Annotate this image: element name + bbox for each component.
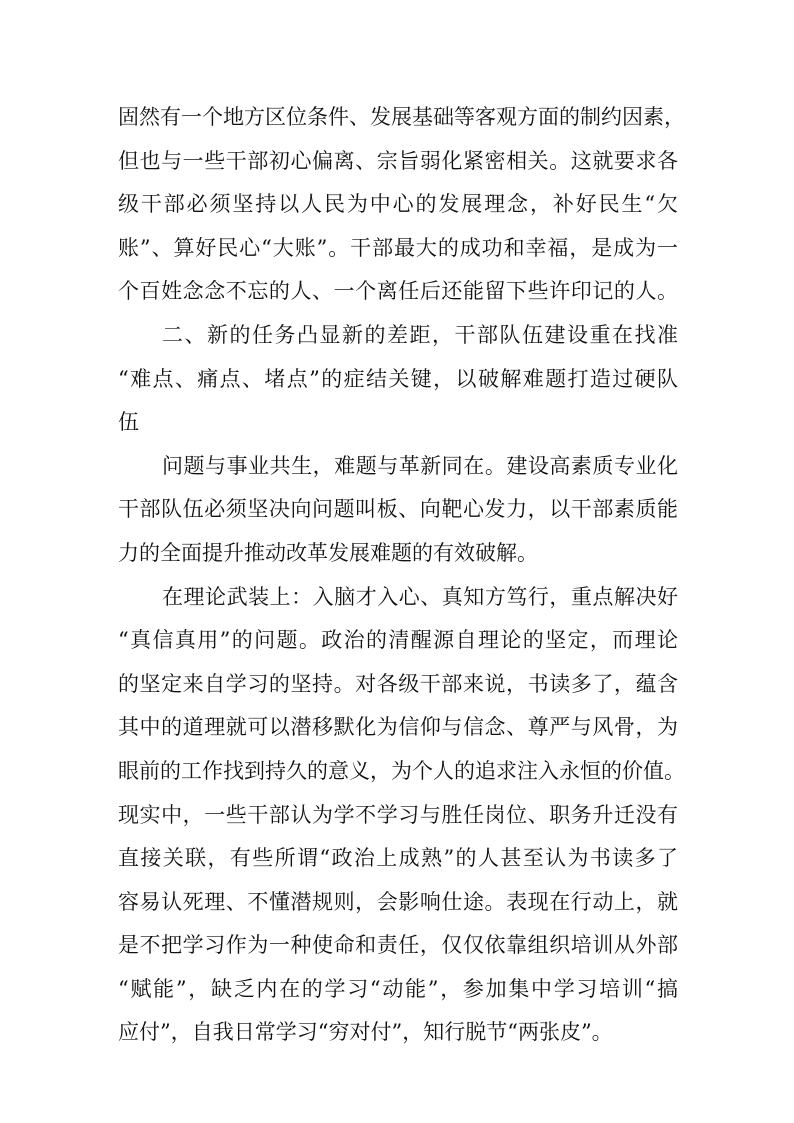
text-line: 个百姓念念不忘的人、一个离任后还能留下些许印记的人。 [118,279,678,304]
text-line: 其中的道理就可以潜移默化为信仰与信念、尊严与风骨，为 [118,715,678,740]
text-line: 力的全面提升推动改革发展难题的有效破解。 [118,540,538,565]
text-line: “赋能”，缺乏内在的学习“动能”，参加集中学习培训“搞 [118,976,678,1001]
text-line: 是不把学习作为一种使命和责任，仅仅依靠组织培训从外部 [118,933,678,958]
text-line: 但也与一些干部初心偏离、宗旨弱化紧密相关。这就要求各 [118,148,678,173]
text-line: 级干部必须坚持以人民为中心的发展理念，补好民生“欠 [118,192,678,217]
text-line: 容易认死理、不懂潜规则，会影响仕途。表现在行动上，就 [118,889,678,914]
text-line: 直接关联，有些所谓“政治上成熟”的人甚至认为书读多了 [118,846,678,871]
section-heading-line: 二、新的任务凸显新的差距，干部队伍建设重在找准 [162,322,678,347]
section-heading-line: 伍 [118,410,139,435]
text-line: “真信真用”的问题。政治的清醒源自理论的坚定，而理论 [118,628,678,653]
text-line: 眼前的工作找到持久的意义，为个人的追求注入永恒的价值。 [118,758,685,783]
text-line: 现实中，一些干部认为学不学习与胜任岗位、职务升迁没有 [118,802,678,827]
text-line: 干部队伍必须坚决向问题叫板、向靶心发力，以干部素质能 [118,497,678,522]
text-line: 应付”，自我日常学习“穷对付”，知行脱节“两张皮”。 [118,1020,613,1045]
text-line: 的坚定来自学习的坚持。对各级干部来说，书读多了，蕴含 [118,671,678,696]
text-line: 固然有一个地方区位条件、发展基础等客观方面的制约因素， [118,105,685,129]
text-line: 问题与事业共生，难题与革新同在。建设高素质专业化 [162,453,678,478]
section-heading-line: “难点、痛点、堵点”的症结关键，以破解难题打造过硬队 [118,366,678,391]
text-line: 在理论武装上：入脑才入心、真知方笃行，重点解决好 [162,584,678,609]
text-line: 账”、算好民心“大账”。干部最大的成功和幸福，是成为一 [118,235,678,260]
body-text [118,96,685,1055]
